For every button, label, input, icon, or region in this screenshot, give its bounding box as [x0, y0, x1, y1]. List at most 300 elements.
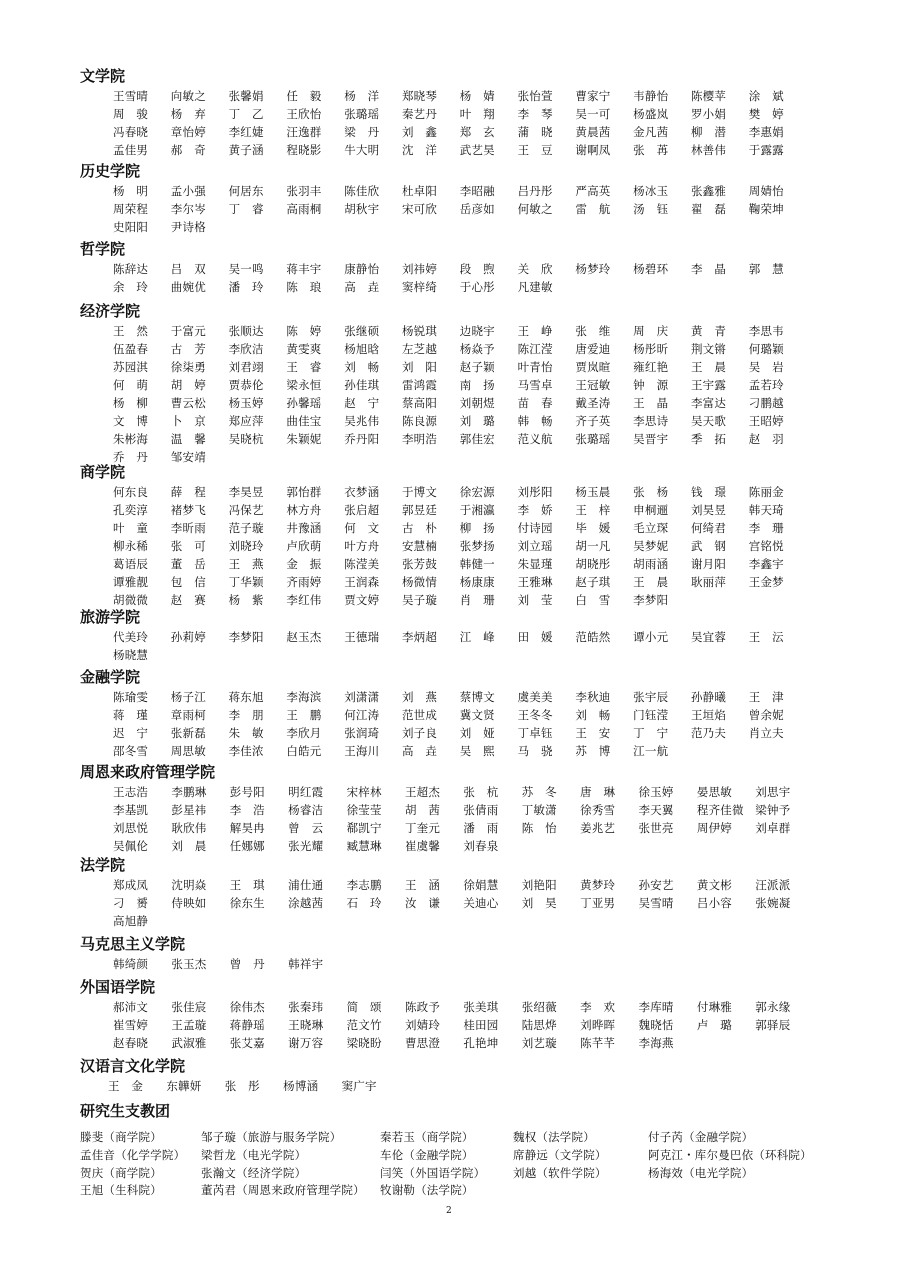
section-heading: 金融学院 [80, 668, 141, 686]
section-heading: 外国语学院 [80, 978, 156, 996]
person-name: 张璐瑶 [575, 432, 611, 446]
person-name: 胡微微 [113, 593, 149, 607]
team-member-list [80, 1128, 840, 1199]
person-name: 郭 慧 [748, 262, 784, 276]
person-name: 杨晓慧 [113, 648, 149, 662]
person-name: 井豫涵 [286, 521, 322, 535]
person-name: 刘潇潇 [344, 690, 380, 704]
person-name: 杨 明 [113, 184, 149, 198]
person-name: 王 沄 [748, 630, 784, 644]
person-name: 鞠荣坤 [748, 202, 784, 216]
person-name: 张 杭 [463, 785, 499, 799]
person-name: 赵子颖 [459, 360, 495, 374]
person-name: 陈辞达 [113, 262, 149, 276]
person-name: 陈滢美 [344, 557, 380, 571]
person-name: 朱彬海 [113, 432, 149, 446]
person-name: 何东良 [113, 485, 149, 499]
person-name: 宋梓林 [346, 785, 382, 799]
person-name: 丁华颖 [228, 575, 264, 589]
person-name: 程晓影 [286, 143, 322, 157]
person-name: 李明浩 [401, 432, 438, 446]
person-name: 蒋 瑾 [113, 708, 149, 722]
person-name: 吴兆伟 [344, 414, 380, 428]
person-name: 胡晓彤 [575, 557, 611, 571]
person-name: 林方舟 [286, 503, 322, 517]
person-name: 卢 璐 [696, 1018, 733, 1032]
person-name: 王晓琳 [288, 1018, 324, 1032]
person-name: 程齐佳微 [696, 803, 744, 817]
person-name: 包 信 [170, 575, 206, 589]
team-member: 席静远（文学院） [513, 1147, 607, 1162]
person-name: 冯保艺 [228, 503, 264, 517]
person-name: 周伊婷 [696, 821, 733, 835]
person-name: 王润森 [344, 575, 380, 589]
team-member: 车伦（金融学院） [380, 1147, 474, 1162]
person-name: 苏 博 [575, 744, 611, 758]
person-name: 凡建敏 [517, 280, 553, 294]
person-name: 李 晶 [690, 262, 727, 276]
person-name: 王金梦 [748, 575, 784, 589]
person-name: 杨 洋 [344, 89, 380, 103]
section-heading: 商学院 [80, 463, 126, 481]
section-heading: 汉语言文化学院 [80, 1057, 186, 1075]
person-name: 赵玉杰 [286, 630, 322, 644]
section-heading: 文学院 [80, 67, 126, 85]
person-name: 吴天歌 [690, 414, 727, 428]
person-name: 温 馨 [170, 432, 206, 446]
person-name: 曹家宁 [575, 89, 611, 103]
person-name: 褚梦飞 [170, 503, 206, 517]
person-name: 梁晓盼 [346, 1036, 382, 1050]
team-member: 贺庆（商学院） [80, 1165, 162, 1180]
person-name: 张倩雨 [463, 803, 499, 817]
person-name: 刘子良 [401, 726, 438, 740]
person-name: 杜卓阳 [401, 184, 438, 198]
person-name: 董 岳 [170, 557, 206, 571]
person-name: 杨睿洁 [288, 803, 324, 817]
person-name: 卢欣萌 [286, 539, 322, 553]
person-name: 刘祎婷 [401, 262, 438, 276]
person-name: 刘晓玲 [228, 539, 264, 553]
person-name: 王 睿 [286, 360, 322, 374]
person-name: 明红霞 [288, 785, 324, 799]
person-name: 杨 弃 [170, 107, 206, 121]
person-name: 王 燕 [228, 557, 264, 571]
person-name: 李昕雨 [170, 521, 206, 535]
person-name: 季 拓 [690, 432, 727, 446]
person-name: 于富元 [170, 324, 206, 338]
person-name: 蒋静瑶 [229, 1018, 265, 1032]
person-name: 丁 乙 [228, 107, 264, 121]
person-name: 张玉杰 [171, 957, 207, 971]
person-name: 蔡博文 [459, 690, 495, 704]
person-name: 王冠敏 [575, 378, 611, 392]
person-name: 彭号阳 [229, 785, 265, 799]
person-name: 张艾嘉 [229, 1036, 265, 1050]
person-name: 李天翼 [638, 803, 674, 817]
person-name: 刘君翊 [228, 360, 264, 374]
person-name: 郗凯宁 [346, 821, 382, 835]
person-name: 陈良源 [401, 414, 438, 428]
person-name: 王德瑞 [344, 630, 380, 644]
person-name: 于露露 [748, 143, 784, 157]
person-name: 王 然 [113, 324, 149, 338]
person-name: 何居东 [228, 184, 264, 198]
person-name: 郭驿辰 [755, 1018, 791, 1032]
person-name: 南 扬 [459, 378, 495, 392]
person-name: 苗 春 [517, 396, 553, 410]
person-name: 钟 源 [633, 378, 669, 392]
person-name: 彭星祎 [171, 803, 207, 817]
person-name: 乔 丹 [113, 450, 149, 464]
person-name: 张绍薇 [521, 1000, 557, 1014]
person-name: 王海川 [344, 744, 380, 758]
person-name: 丁 睿 [228, 202, 264, 216]
person-name: 刘春泉 [463, 839, 499, 853]
person-name: 陈江滢 [517, 342, 553, 356]
person-name: 韩 畅 [517, 414, 553, 428]
person-name: 李思韦 [748, 324, 784, 338]
person-name: 刘 畅 [575, 708, 611, 722]
name-list [113, 628, 793, 664]
person-name: 李 珊 [748, 521, 784, 535]
section-heading: 马克思主义学院 [80, 935, 186, 953]
person-name: 李 琴 [517, 107, 553, 121]
person-name: 向敏之 [170, 89, 206, 103]
person-name: 李库晴 [638, 1000, 674, 1014]
person-name: 刘 璐 [459, 414, 495, 428]
person-name: 肖 珊 [459, 593, 495, 607]
person-name: 张润琦 [344, 726, 380, 740]
person-name: 迟 宁 [113, 726, 149, 740]
name-list [113, 876, 793, 930]
section-heading: 经济学院 [80, 302, 141, 320]
person-name: 王 晨 [633, 575, 669, 589]
person-name: 王孟璇 [171, 1018, 207, 1032]
person-name: 李尔岑 [170, 202, 206, 216]
person-name: 杨梦玲 [575, 262, 611, 276]
person-name: 浦仕通 [288, 878, 324, 892]
person-name: 谢啊凤 [575, 143, 611, 157]
person-name: 曾余妮 [748, 708, 784, 722]
person-name: 王 鹏 [286, 708, 322, 722]
person-name: 张秦玮 [288, 1000, 324, 1014]
person-name: 王 晶 [633, 396, 669, 410]
person-name: 范乃夫 [690, 726, 727, 740]
person-name: 贾文婷 [344, 593, 380, 607]
person-name: 刁鹏越 [748, 396, 784, 410]
person-name: 薛 程 [170, 485, 206, 499]
person-name: 徐莹莹 [346, 803, 382, 817]
person-name: 古 朴 [401, 521, 438, 535]
person-name: 叶 翔 [459, 107, 495, 121]
person-name: 李鑫宇 [748, 557, 784, 571]
person-name: 谢月阳 [690, 557, 727, 571]
person-name: 李 娇 [517, 503, 553, 517]
person-name: 张宇辰 [633, 690, 669, 704]
person-name: 杨冰玉 [633, 184, 669, 198]
person-name: 汝 谦 [404, 896, 441, 910]
person-name: 张芳鼓 [401, 557, 438, 571]
person-name: 肖立夫 [748, 726, 784, 740]
person-name: 吴一鸣 [228, 262, 264, 276]
person-name: 蒲 晓 [517, 125, 553, 139]
person-name: 章怡婷 [170, 125, 206, 139]
person-name: 尹诗格 [170, 220, 206, 234]
person-name: 毛立琛 [633, 521, 669, 535]
person-name: 刘彤阳 [517, 485, 553, 499]
person-name: 黄雯爽 [286, 342, 322, 356]
person-name: 汤 钰 [633, 202, 669, 216]
person-name: 李梦阳 [228, 630, 264, 644]
person-name: 李富达 [690, 396, 727, 410]
person-name: 古 芳 [170, 342, 206, 356]
person-name: 王 豆 [517, 143, 553, 157]
person-name: 丁 宁 [633, 726, 669, 740]
person-name: 吴晓杭 [228, 432, 264, 446]
person-name: 郝 奇 [170, 143, 206, 157]
person-name: 范文竹 [346, 1018, 382, 1032]
person-name: 刘立瑶 [517, 539, 553, 553]
person-name: 高 垚 [401, 744, 438, 758]
person-name: 简 颂 [346, 1000, 382, 1014]
person-name: 柳 扬 [459, 521, 495, 535]
person-name: 郑晓琴 [401, 89, 438, 103]
person-name: 代美玲 [113, 630, 149, 644]
person-name: 任 毅 [286, 89, 322, 103]
person-name: 高雨桐 [286, 202, 322, 216]
person-name: 黄文彬 [696, 878, 733, 892]
person-name: 郭永缘 [755, 1000, 791, 1014]
person-name: 武淑雅 [171, 1036, 207, 1050]
person-name: 张 可 [170, 539, 206, 553]
person-name: 陈樱苹 [690, 89, 727, 103]
person-name: 王 涵 [404, 878, 441, 892]
person-name: 蒋东旭 [228, 690, 264, 704]
team-member: 秦若玉（商学院） [380, 1130, 474, 1144]
person-name: 杨博涵 [283, 1079, 319, 1093]
name-list [113, 182, 793, 236]
person-name: 张美琪 [463, 1000, 499, 1014]
person-name: 李昭融 [459, 184, 495, 198]
person-name: 杨微情 [401, 575, 438, 589]
person-name: 徐玉婷 [638, 785, 674, 799]
person-name: 李红婕 [228, 125, 264, 139]
name-list [113, 260, 793, 296]
person-name: 左芝越 [401, 342, 438, 356]
person-name: 曾 丹 [229, 957, 265, 971]
person-name: 胡 婷 [170, 378, 206, 392]
person-name: 杨碧环 [633, 262, 669, 276]
person-name: 韩祥宇 [288, 957, 324, 971]
person-name: 付琳雅 [696, 1000, 733, 1014]
person-name: 张璐瑶 [344, 107, 380, 121]
person-name: 荆文锵 [690, 342, 727, 356]
person-name: 雍红艳 [633, 360, 669, 374]
person-name: 吴雪晴 [638, 896, 674, 910]
person-name: 唐 琳 [580, 785, 616, 799]
person-name: 吴 熙 [459, 744, 495, 758]
person-name: 刘 燕 [401, 690, 438, 704]
person-name: 孔奕淳 [113, 503, 149, 517]
person-name: 李欣洁 [228, 342, 264, 356]
person-name: 赵 羽 [748, 432, 784, 446]
person-name: 丁亚男 [580, 896, 616, 910]
person-name: 王欣怡 [286, 107, 322, 121]
person-name: 刘 莹 [517, 593, 553, 607]
person-name: 李欣月 [286, 726, 322, 740]
person-name: 吕小容 [696, 896, 733, 910]
person-name: 孙馨瑶 [286, 396, 322, 410]
person-name: 孙静曦 [690, 690, 727, 704]
person-name: 胡雨涵 [633, 557, 669, 571]
person-name: 关迪心 [463, 896, 499, 910]
person-name: 张 彤 [224, 1079, 260, 1093]
person-name: 邹安靖 [170, 450, 206, 464]
person-name: 王垣焰 [690, 708, 727, 722]
person-name: 何 萌 [113, 378, 149, 392]
person-name: 臧慧琳 [346, 839, 382, 853]
person-name: 陈 婷 [286, 324, 322, 338]
person-name: 沈明焱 [171, 878, 207, 892]
person-name: 余 玲 [113, 280, 149, 294]
person-name: 柳永稀 [113, 539, 149, 553]
person-name: 孔艳坤 [463, 1036, 499, 1050]
person-name: 王 琪 [229, 878, 265, 892]
person-name: 翟 磊 [690, 202, 727, 216]
person-name: 江 峰 [459, 630, 495, 644]
person-name: 朱显瑾 [517, 557, 553, 571]
name-list [113, 87, 793, 159]
person-name: 张 杨 [633, 485, 669, 499]
person-name: 吕丹彤 [517, 184, 553, 198]
person-name: 李炳超 [401, 630, 438, 644]
person-name: 韦静怡 [633, 89, 669, 103]
person-name: 曲婉优 [170, 280, 206, 294]
person-name: 曲佳宝 [286, 414, 322, 428]
person-name: 章雨柯 [170, 708, 206, 722]
person-name: 梁 丹 [344, 125, 380, 139]
person-name: 陈 怡 [521, 821, 557, 835]
team-member: 王旭（生科院） [80, 1183, 162, 1198]
team-member: 邹子璇（旅游与服务学院） [201, 1130, 342, 1144]
person-name: 杨 紫 [228, 593, 264, 607]
person-name: 赵 宁 [344, 396, 380, 410]
person-name: 于博文 [401, 485, 438, 499]
person-name: 林善伟 [690, 143, 727, 157]
person-name: 吴梦妮 [633, 539, 669, 553]
person-name: 梁钟予 [755, 803, 791, 817]
person-name: 毕 媛 [575, 521, 611, 535]
team-member: 牧谢勒（法学院） [380, 1183, 474, 1198]
person-name: 张顺达 [228, 324, 264, 338]
person-name: 钱 璟 [690, 485, 727, 499]
name-list [108, 1077, 788, 1095]
person-name: 牛大明 [344, 143, 380, 157]
person-name: 任娜娜 [229, 839, 265, 853]
person-name: 徐秀雪 [580, 803, 616, 817]
person-name: 黄 青 [690, 324, 727, 338]
person-name: 马 骁 [517, 744, 553, 758]
person-name: 韩天琦 [748, 503, 784, 517]
person-name: 李佳浓 [228, 744, 264, 758]
person-name: 田 媛 [517, 630, 553, 644]
person-name: 张婉凝 [755, 896, 791, 910]
person-name: 齐雨婷 [286, 575, 322, 589]
person-name: 范子璇 [228, 521, 264, 535]
person-name: 姜兆艺 [580, 821, 616, 835]
person-name: 徐东生 [229, 896, 265, 910]
person-name: 何江涛 [344, 708, 380, 722]
person-name: 丁卓钰 [517, 726, 553, 740]
person-name: 李基凯 [113, 803, 149, 817]
person-name: 晏思敏 [696, 785, 733, 799]
person-name: 张佳宸 [171, 1000, 207, 1014]
section-heading: 旅游学院 [80, 608, 141, 626]
person-name: 杨锐琪 [401, 324, 438, 338]
person-name: 汪派派 [755, 878, 791, 892]
person-name: 李海滨 [286, 690, 322, 704]
name-list [113, 688, 793, 760]
person-name: 桂田园 [463, 1018, 499, 1032]
person-name: 严高英 [575, 184, 611, 198]
team-member: 刘越（软件学院） [513, 1165, 607, 1180]
person-name: 陆思烨 [521, 1018, 557, 1032]
person-name: 柳 潜 [690, 125, 727, 139]
person-name: 崔虞馨 [404, 839, 441, 853]
person-name: 秦艺丹 [401, 107, 438, 121]
person-name: 王超杰 [404, 785, 441, 799]
person-name: 李惠娟 [748, 125, 784, 139]
person-name: 张 苒 [633, 143, 669, 157]
person-name: 刘婧玲 [404, 1018, 441, 1032]
person-name: 梁永恒 [286, 378, 322, 392]
person-name: 吴 岩 [748, 360, 784, 374]
person-name: 齐子英 [575, 414, 611, 428]
person-name: 李 浩 [229, 803, 265, 817]
person-name: 付诗园 [517, 521, 553, 535]
person-name: 李思诗 [633, 414, 669, 428]
person-name: 高旭静 [113, 914, 149, 928]
person-name: 刘 晨 [171, 839, 207, 853]
person-name: 何敏之 [517, 202, 553, 216]
person-name: 刘 鑫 [401, 125, 438, 139]
name-list [113, 483, 793, 609]
person-name: 杨 婧 [459, 89, 495, 103]
person-name: 何 文 [344, 521, 380, 535]
person-name: 赵子琪 [575, 575, 611, 589]
person-name: 刘 畅 [344, 360, 380, 374]
person-name: 耿丽萍 [690, 575, 727, 589]
person-name: 张光耀 [288, 839, 324, 853]
person-name: 陈 琅 [286, 280, 322, 294]
person-name: 谭小元 [633, 630, 669, 644]
person-name: 衣梦涵 [344, 485, 380, 499]
person-name: 宫铭悦 [748, 539, 784, 553]
person-name: 郭怡群 [286, 485, 322, 499]
person-name: 张新磊 [170, 726, 206, 740]
person-name: 孙莉婷 [170, 630, 206, 644]
person-name: 李红伟 [286, 593, 322, 607]
person-name: 范世成 [401, 708, 438, 722]
person-name: 刘卓群 [755, 821, 791, 835]
person-name: 李志鹏 [346, 878, 382, 892]
person-name: 刘思宇 [755, 785, 791, 799]
person-name: 李梦阳 [633, 593, 669, 607]
person-name: 杨盛岚 [633, 107, 669, 121]
person-name: 何璐颖 [748, 342, 784, 356]
person-name: 魏晓恬 [638, 1018, 674, 1032]
